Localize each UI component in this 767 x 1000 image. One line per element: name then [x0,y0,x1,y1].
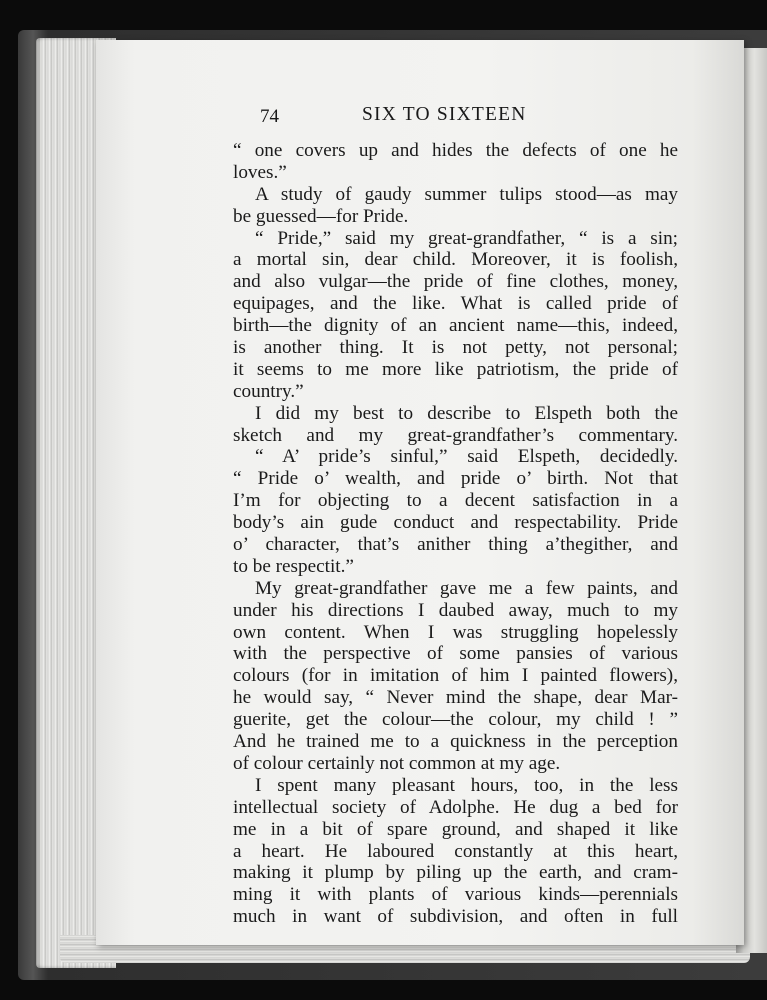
text-line: country.” [233,380,304,402]
text-line: I’m for objecting to a decent satisfaction in a [233,490,678,512]
text-line: “ Pride o’ wealth, and pride o’ birth. Not that [233,468,678,490]
text-line: “ A’ pride’s sinful,” said Elspeth, decidedly. [255,446,678,468]
text-line: And he trained me to a quickness in the perception [233,731,678,753]
text-line: with the perspective of some pansies of various [233,643,678,665]
page-header [260,106,680,132]
text-line: to be respectit.” [233,555,354,577]
text-line: is another thing. It is not petty, not personal; [233,337,678,359]
text-line: I did my best to describe to Elspeth both the [255,402,678,424]
text-line: body’s ain gude conduct and respectability. Pride [233,512,678,534]
text-line: own content. When I was struggling hopelessly [233,621,678,643]
text-line: o’ character, that’s anither thing a’thegither, and [233,534,678,556]
text-line: me in a bit of spare ground, and shaped it like [233,818,678,840]
text-line: much in want of subdivision, and often in full [233,906,678,928]
text-line: a mortal sin, dear child. Moreover, it is foolish, [233,249,678,271]
text-line: loves.” [233,161,287,183]
running-head: SIX TO SIXTEEN [362,104,527,125]
text-line: it seems to me more like patriotism, the pride of [233,358,678,380]
text-line: colours (for in imitation of him I painted flowers), [233,665,678,687]
text-line: of colour certainly not common at my age. [233,752,561,774]
text-line: under his directions I daubed away, much to my [233,599,678,621]
text-line: he would say, “ Never mind the shape, dear Mar- [233,687,678,709]
text-line: A study of gaudy summer tulips stood—as may [255,183,678,205]
page-number: 74 [260,106,279,127]
text-line: “ one covers up and hides the defects of one he [233,140,678,161]
text-line: guerite, get the colour—the colour, my child ! ” [233,709,678,731]
text-line: birth—the dignity of an ancient name—this, indeed, [233,315,678,337]
text-line: a heart. He laboured constantly at this heart, [233,840,678,862]
text-line: I spent many pleasant hours, too, in the less [255,774,678,796]
text-line: “ Pride,” said my great-grandfather, “ is a sin; [255,227,678,249]
text-line: My great-grandfather gave me a few paints, and [255,577,678,599]
text-line: intellectual society of Adolphe. He dug a bed for [233,796,678,818]
text-line: equipages, and the like. What is called pride of [233,293,678,315]
text-line: be guessed—for Pride. [233,205,409,227]
text-line: ming it with plants of various kinds—perennials [233,884,678,906]
body-text [233,140,678,928]
text-line: making it plump by piling up the earth, and cram- [233,862,678,884]
text-line: sketch and my great-grandfather’s commentary. [233,424,678,446]
text-line: and also vulgar—the pride of fine clothes, money, [233,271,678,293]
